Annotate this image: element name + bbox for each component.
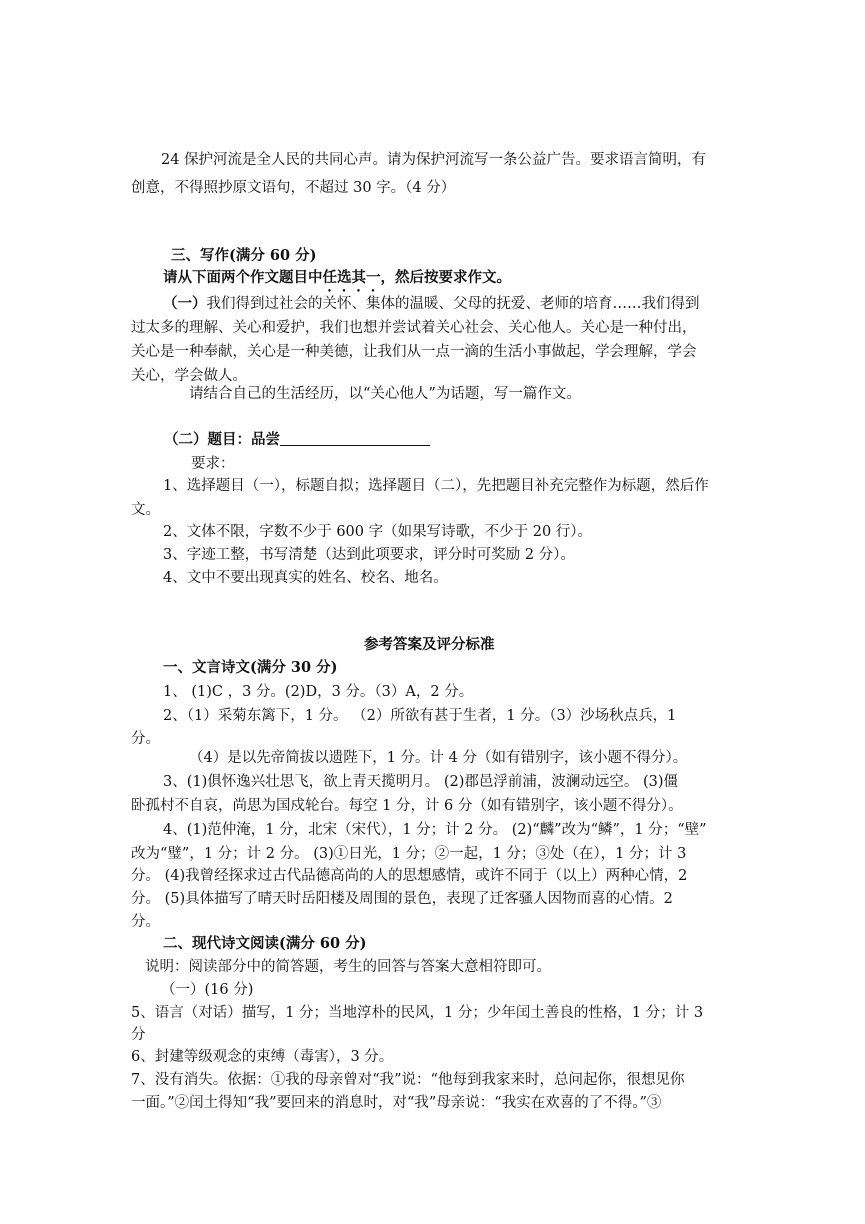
topic-1-line-2: 过太多的理解、关心和爱护，我们也想并尝试着关心社会、关心他人。关心是一种付出， <box>131 320 697 336</box>
requirement-4: 4、文中不要出现真实的姓名、校名、地名。 <box>163 570 448 586</box>
topic-1-prompt: 请结合自己的生活经历，以“关心他人”为话题，写一篇作文。 <box>189 386 581 402</box>
section-2-heading: 二、现代诗文阅读(满分 60 分) <box>163 935 367 952</box>
requirement-1-line-1: 1、选择题目（一），标题自拟；选择题目（二），先把题目补充完整作为标题，然后作 <box>163 478 709 494</box>
topic-1-line-1 <box>163 292 700 316</box>
answer-7-line-1: 7、没有消失。依据：①我的母亲曾对“我”说：“他每到我家来时，总问起你，很想见你 <box>131 1072 685 1088</box>
topic-2-label: （二）题目：品尝 <box>164 431 280 448</box>
answer-4-line-5: 分。 <box>131 914 160 930</box>
topic-1-line-3: 关心是一种奉献，关心是一种美德，让我们从一点一滴的生活小事做起，学会理解，学会 <box>131 344 697 360</box>
answer-2-line-1: 2、（1）采菊东篱下，1 分。 （2）所欲有甚于生者，1 分。（3）沙场秋点兵，1 <box>163 708 677 724</box>
requirement-1-line-2: 文。 <box>131 502 160 518</box>
instruction-pre: 请从下面两个作文题目中 <box>163 269 323 286</box>
topic-2 <box>164 428 430 452</box>
answer-6: 6、封建等级观念的束缚（毒害），3 分。 <box>131 1049 394 1065</box>
section-1-heading: 一、文言诗文(满分 30 分) <box>163 659 338 676</box>
writing-heading: 三、写作(满分 60 分) <box>171 247 317 264</box>
answer-3-line-2: 卧孤村不自哀，尚思为国戍轮台。每空 1 分，计 6 分（如有错别字，该小题不得分）。 <box>131 798 683 814</box>
answer-4-line-1: 4、(1)范仲淹，1 分，北宋（宋代），1 分；计 2 分。 (2)“麟”改为“鳞”，1 分；“壁” <box>163 822 707 838</box>
part-1-heading: （一）(16 分) <box>161 982 254 998</box>
answer-4-line-2: 改为“璧”，1 分；计 2 分。 (3)①日光，1 分；②一起，1 分；③处（在），1 分；计 3 <box>131 846 687 862</box>
instruction-emphasis: 任选其一 <box>322 269 381 286</box>
topic-1-line-4: 关心，学会做人。 <box>131 368 247 384</box>
answer-2-line-3: （4）是以先帝简拔以遗陛下，1 分。计 4 分（如有错别字，该小题不得分）。 <box>189 750 688 766</box>
answer-2-line-2: 分。 <box>131 731 160 747</box>
answer-5-line-1: 5、语言（对话）描写，1 分；当地淳朴的民风，1 分；少年闰土善良的性格，1 分；计 3 <box>131 1005 704 1021</box>
answer-3-line-1: 3、(1)俱怀逸兴壮思飞，欲上青天揽明月。 (2)郡邑浮前浦，波澜动远空。 (3)僵 <box>163 774 679 790</box>
requirement-3: 3、字迹工整，书写清楚（达到此项要求，评分时可奖励 2 分）。 <box>163 547 575 563</box>
writing-instruction <box>163 266 511 295</box>
instruction-post: ，然后按要求作文。 <box>380 269 511 286</box>
answer-4-line-3: 分。 (4)我曾经探求过古代品德高尚的人的思想感情，或许不同于（以上）两种心情，2 <box>131 868 688 884</box>
topic-2-blank <box>280 431 430 446</box>
answer-7-line-2: 一面。”②闰土得知“我”要回来的消息时，对“我”母亲说：“我实在欢喜的了不得。”③ <box>131 1095 662 1111</box>
answer-4-line-4: 分。 (5)具体描写了晴天时岳阳楼及周围的景色，表现了迁客骚人因物而喜的心情。2 <box>131 891 673 907</box>
q24-line-1: 24 保护河流是全人民的共同心声。请为保护河流写一条公益广告。要求语言简明，有 <box>161 152 707 168</box>
requirements-title: 要求： <box>191 456 235 472</box>
requirement-2: 2、文体不限，字数不少于 600 字（如果写诗歌，不少于 20 行）。 <box>163 524 593 540</box>
answers-title: 参考答案及评分标准 <box>364 636 495 653</box>
topic-1-label: （一） <box>163 295 207 312</box>
answer-5-line-2: 分 <box>131 1027 146 1043</box>
topic-1-text: 我们得到过社会的关怀、集体的温暖、父母的抚爱、老师的培育……我们得到 <box>206 296 700 312</box>
section-2-note: 说明：阅读部分中的简答题，考生的回答与答案大意相符即可。 <box>145 959 551 975</box>
answer-1: 1、 (1)C ，3 分。(2)D，3 分。（3）A，2 分。 <box>163 684 474 700</box>
q24-line-2: 创意，不得照抄原文语句，不超过 30 字。（4 分） <box>131 180 456 196</box>
